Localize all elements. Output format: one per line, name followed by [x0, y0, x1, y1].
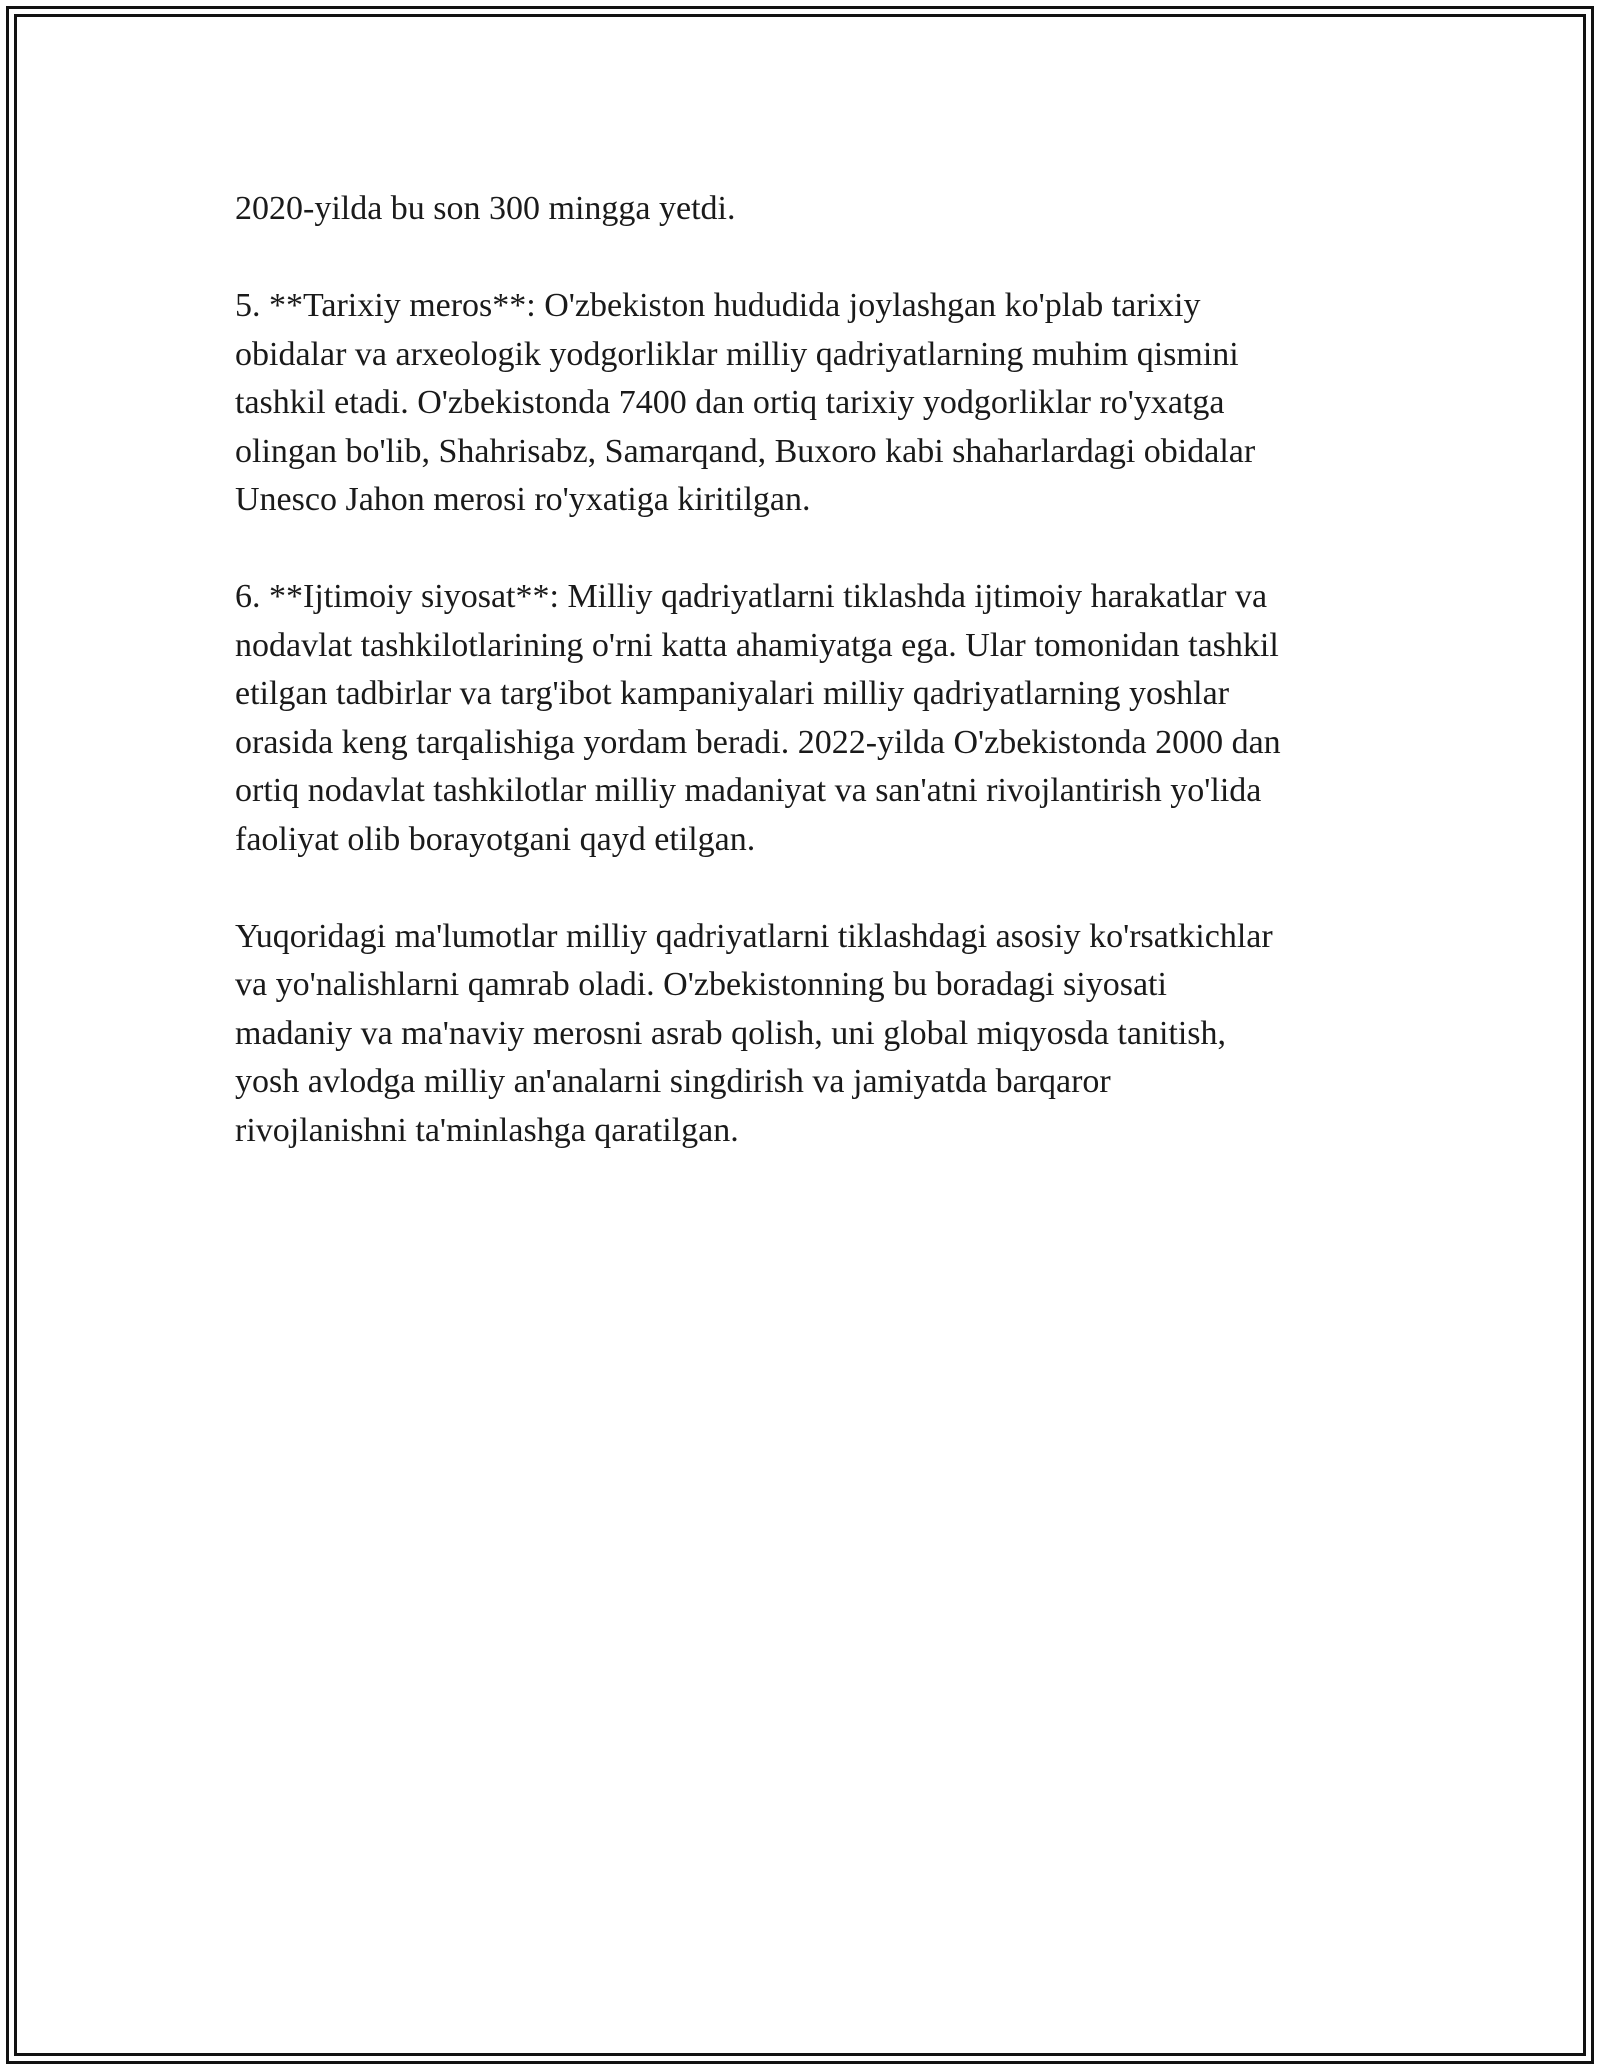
paragraph-historical-heritage: 5. **Tarixiy meros**: O'zbekiston hududida joylashgan ko'plab tarixiy obidalar va arxeologik yodgorliklar milliy qadriyatlarning muhim qismini tashkil etadi. O'zbekistonda 7400 dan ortiq tarixiy yodgorliklar ro'yxatga olingan bo'lib, Shahrisabz, Samarqand, Buxoro kabi shaharlardagi obidalar Unesco Jahon merosi ro'yxatiga kiritilgan.: [235, 287, 1256, 518]
paragraph-conclusion: Yuqoridagi ma'lumotlar milliy qadriyatlarni tiklashdagi asosiy ko'rsatkichlar va yo'nalishlarni qamrab oladi. O'zbekistonning bu boradagi siyosati madaniy va ma'naviy merosni asrab qolish, uni global miqyosda tanitish, yosh avlodga milliy an'analarni singdirish va jamiyatda barqaror rivojlanishni ta'minlashga qaratilgan.: [235, 917, 1273, 1149]
paragraph-continuation: 2020-yilda bu son 300 mingga yetdi.: [235, 190, 736, 227]
paragraph-social-policy: 6. **Ijtimoiy siyosat**: Milliy qadriyatlarni tiklashda ijtimoiy harakatlar va nodavlat tashkilotlarining o'rni katta ahamiyatga ega. Ular tomonidan tashkil etilgan tadbirlar va targ'ibot kampaniyalari milliy qadriyatlarning yoshlar orasida keng tarqalishiga yordam beradi. 2022-yilda O'zbekistonda 2000 dan ortiq nodavlat tashkilotlar milliy madaniyat va san'atni rivojlantirish yo'lida faoliyat olib borayotgani qayd etilgan.: [235, 578, 1281, 858]
document-body: [235, 185, 1385, 1204]
